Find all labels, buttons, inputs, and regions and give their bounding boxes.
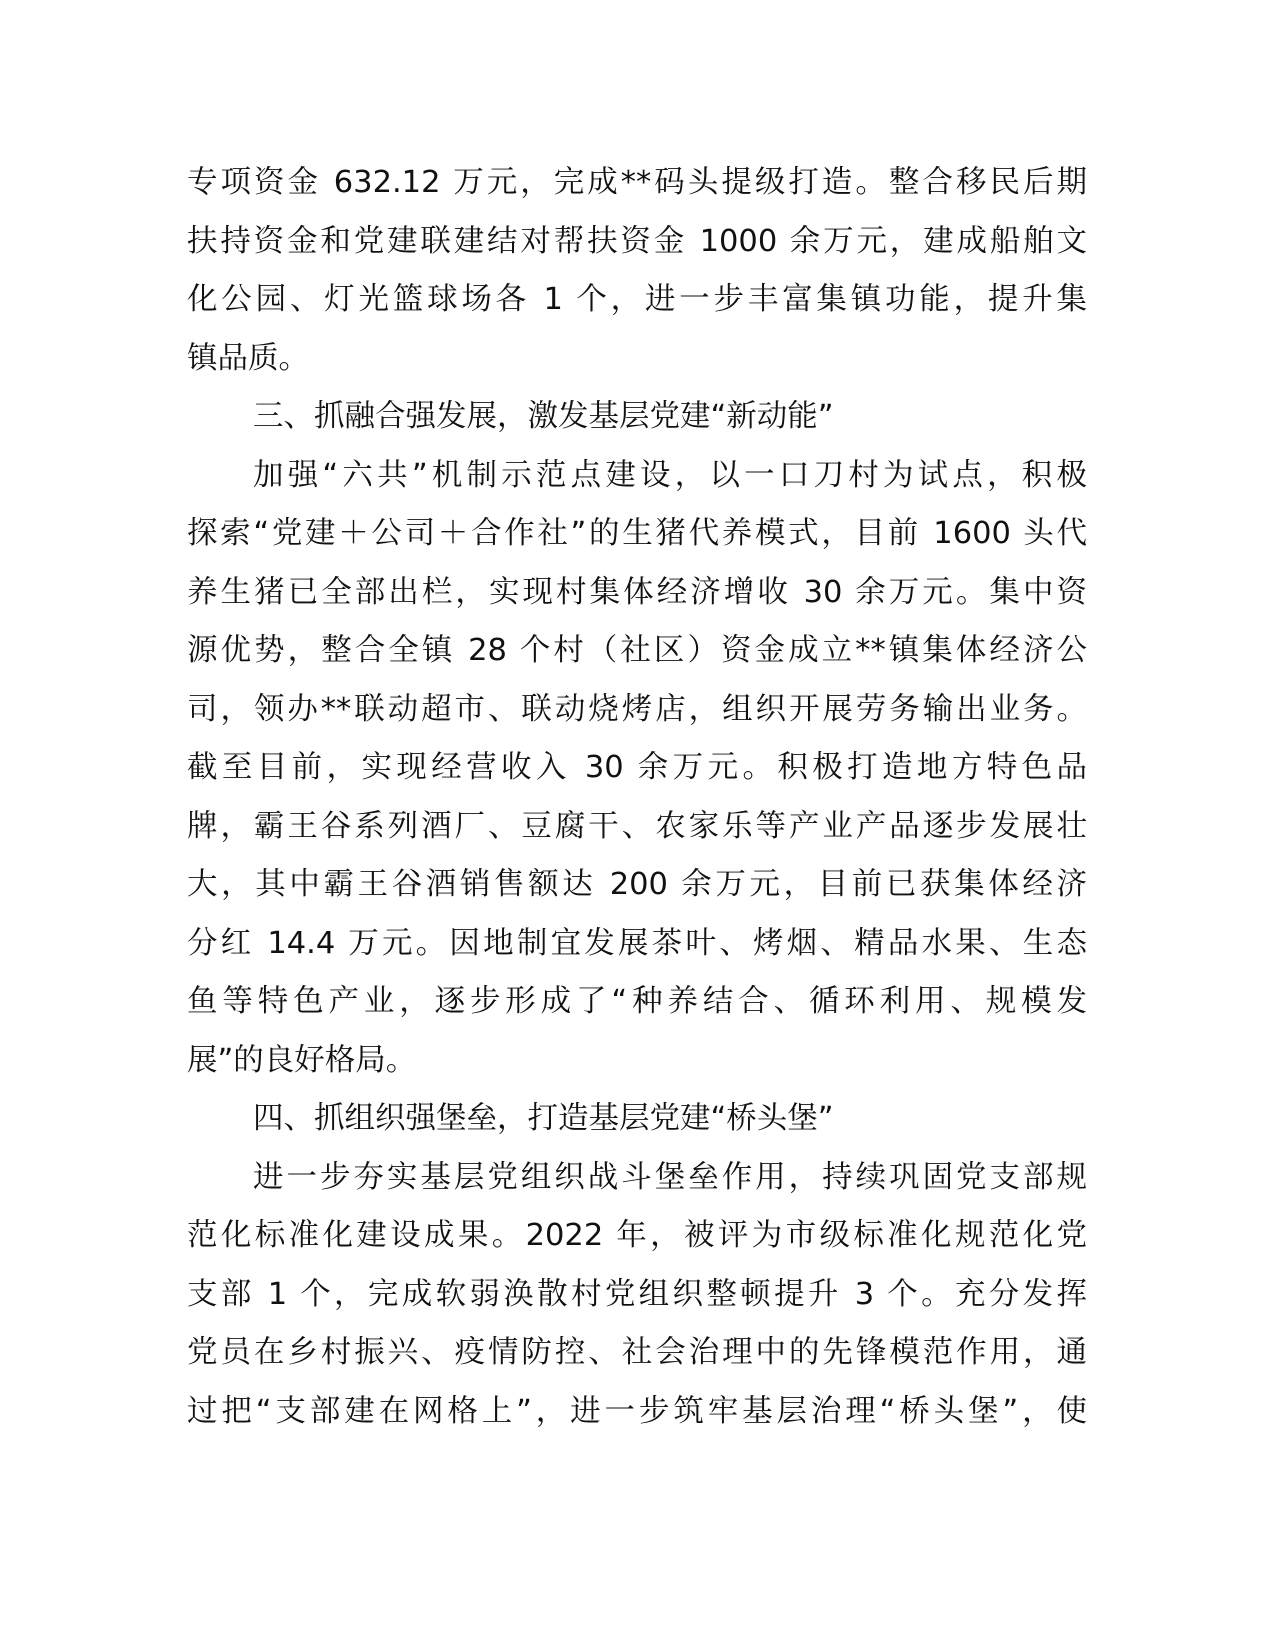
text-line: 探索“党建＋公司＋合作社”的生猪代养模式，目前 1600 头代	[187, 516, 1087, 551]
document-body	[187, 154, 1087, 1441]
text-line: 展”的良好格局。	[187, 1042, 417, 1078]
text-line: 支部 1 个，完成软弱涣散村党组织整顿提升 3 个。充分发挥	[187, 1276, 1087, 1312]
text-line: 牌，霸王谷系列酒厂、豆腐干、农家乐等产业产品逐步发展壮	[187, 808, 1087, 844]
text-line: 加强“六共”机制示范点建设，以一口刀村为试点，积极	[253, 457, 1087, 493]
section-heading: 三、抓融合强发展，激发基层党建“新动能”	[253, 399, 834, 434]
text-line: 分红 14.4 万元。因地制宜发展茶叶、烤烟、精品水果、生态	[187, 925, 1087, 961]
text-line: 鱼等特色产业，逐步形成了“种养结合、循环利用、规模发	[187, 984, 1087, 1019]
text-line: 大，其中霸王谷酒销售额达 200 余万元，目前已获集体经济	[187, 867, 1087, 902]
text-line: 镇品质。	[187, 340, 309, 376]
text-line: 扶持资金和党建联建结对帮扶资金 1000 余万元，建成船舶文	[187, 223, 1087, 259]
text-line: 过把“支部建在网格上”，进一步筑牢基层治理“桥头堡”，使	[187, 1393, 1087, 1429]
text-line: 截至目前，实现经营收入 30 余万元。积极打造地方特色品	[187, 750, 1087, 785]
section-heading: 四、抓组织强堡垒，打造基层党建“桥头堡”	[253, 1101, 834, 1136]
text-line: 进一步夯实基层党组织战斗堡垒作用，持续巩固党支部规	[253, 1159, 1087, 1195]
text-line: 源优势，整合全镇 28 个村（社区）资金成立**镇集体经济公	[187, 633, 1087, 668]
text-line: 养生猪已全部出栏，实现村集体经济增收 30 余万元。集中资	[187, 574, 1087, 610]
text-line: 范化标准化建设成果。2022 年，被评为市级标准化规范化党	[187, 1218, 1087, 1253]
text-line: 专项资金 632.12 万元，完成**码头提级打造。整合移民后期	[187, 165, 1087, 200]
text-line: 化公园、灯光篮球场各 1 个，进一步丰富集镇功能，提升集	[187, 282, 1087, 317]
text-line: 党员在乡村振兴、疫情防控、社会治理中的先锋模范作用，通	[187, 1335, 1087, 1370]
text-line: 司，领办**联动超市、联动烧烤店，组织开展劳务输出业务。	[187, 691, 1087, 727]
